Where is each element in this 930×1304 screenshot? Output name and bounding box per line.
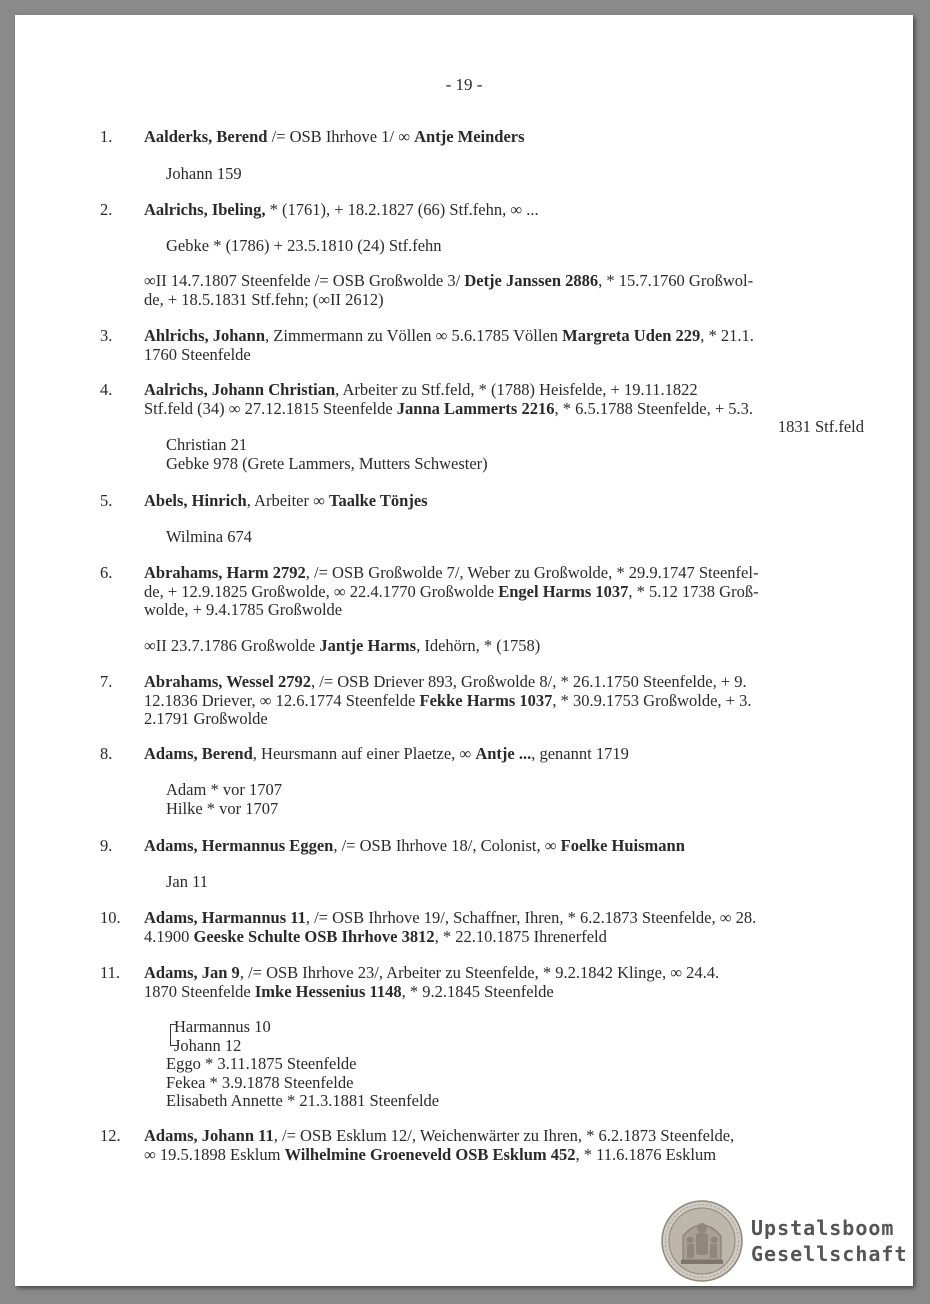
- text-line: [144, 928, 864, 947]
- text-line: [144, 1146, 864, 1165]
- name-text: Engel Harms 1037: [498, 581, 629, 601]
- detail-text: , * 5.12 1738 Groß-: [628, 581, 759, 601]
- name-text: Adams, Hermannus Eggen: [144, 836, 334, 855]
- child-name: Gebke 978 (Grete Lammers, Mutters Schwester): [166, 453, 488, 473]
- text-line: [144, 327, 864, 346]
- name-text: Fekke Harms 1037: [419, 690, 553, 710]
- entry-number: 12.: [100, 1126, 121, 1145]
- detail-text: 12.1836 Driever, ∞ 12.6.1774 Steenfelde: [144, 690, 420, 710]
- seal-logo-icon: [661, 1200, 743, 1282]
- text-line: [144, 291, 864, 310]
- entry-number: 2.: [100, 200, 113, 219]
- detail-text: , * 22.10.1875 Ihrenerfeld: [434, 926, 607, 946]
- child-name: Eggo * 3.11.1875 Steenfelde: [166, 1054, 357, 1073]
- name-text: Taalke Tönjes: [329, 491, 428, 510]
- detail-text: , * 15.7.1760 Großwol-: [598, 271, 754, 290]
- entry-text: [144, 673, 864, 729]
- detail-text: Stf.feld (34) ∞ 27.12.1815 Steenfelde: [144, 398, 397, 418]
- detail-text: , genannt 1719: [531, 744, 629, 763]
- detail-text: de, + 12.9.1825 Großwolde, ∞ 22.4.1770 Großwolde: [144, 581, 499, 601]
- entry-text: [144, 201, 864, 220]
- entry-text: [144, 564, 864, 620]
- child-list: [166, 436, 488, 473]
- entry-number: 1.: [100, 127, 113, 146]
- entry-number: 5.: [100, 491, 113, 510]
- name-text: Abrahams, Harm 2792: [144, 563, 306, 582]
- entry-text: [144, 964, 864, 1001]
- text-line: [144, 564, 864, 583]
- entry-text: [144, 492, 864, 511]
- detail-text: 1870 Steenfelde: [144, 981, 255, 1001]
- detail-text: , /= OSB Esklum 12/, Weichenwärter zu Ihren, * 6.2.1873 Steenfelde,: [273, 1126, 735, 1145]
- text-line: [144, 837, 864, 856]
- detail-text: 2.1791 Großwolde: [144, 709, 268, 728]
- child-name: Harmannus 10: [174, 1017, 271, 1036]
- name-text: Aalrichs, Ibeling,: [144, 200, 266, 219]
- detail-text: 1760 Steenfelde: [144, 344, 251, 364]
- detail-text: , /= OSB Ihrhove 23/, Arbeiter zu Steenfelde, * 9.2.1842 Klinge, ∞ 24.4.: [239, 963, 720, 982]
- text-line: [144, 601, 864, 620]
- entry-text: [144, 745, 864, 764]
- name-text: Abrahams, Wessel 2792: [144, 672, 311, 691]
- child-name: Adam * vor 1707: [166, 780, 282, 799]
- child-list: [166, 1055, 439, 1111]
- child-list: [166, 873, 208, 892]
- name-text: Aalderks, Berend: [144, 127, 268, 146]
- name-text: Antje ...: [475, 744, 532, 763]
- entry-text: [144, 837, 864, 856]
- logo-line-2: Gesellschaft: [751, 1242, 908, 1266]
- child-list: [166, 165, 242, 184]
- text-line: [144, 201, 864, 220]
- detail-text: ∞II 23.7.1786 Großwolde: [144, 636, 320, 655]
- name-text: Adams, Berend: [144, 744, 253, 763]
- detail-text: , * 6.5.1788 Steenfelde, + 5.3.: [554, 398, 754, 418]
- text-line: [144, 983, 864, 1002]
- child-name: Jan 11: [166, 872, 209, 891]
- name-text: Foelke Huismann: [560, 836, 685, 855]
- detail-text: /= OSB Ihrhove 1/ ∞: [267, 127, 415, 146]
- text-line: [144, 583, 864, 602]
- detail-text: de, + 18.5.1831 Stf.fehn; (∞II 2612): [144, 289, 384, 309]
- text-line: [144, 909, 864, 928]
- child-list: [166, 781, 282, 818]
- name-text: Adams, Harmannus 11: [144, 908, 306, 927]
- name-text: Margreta Uden 229: [562, 326, 701, 345]
- text-line: [144, 1127, 864, 1146]
- child-name: Elisabeth Annette * 21.3.1881 Steenfelde: [166, 1091, 440, 1110]
- twins-group: [166, 1018, 271, 1055]
- detail-text: , Arbeiter zu Stf.feld, * (1788) Heisfelde, + 19.11.1822: [335, 380, 698, 399]
- child-name: Wilmina 674: [166, 527, 252, 546]
- child-name: Johann 12: [174, 1035, 242, 1055]
- child-name: Johann 159: [166, 164, 242, 183]
- name-text: Antje Meinders: [414, 127, 525, 146]
- entry-text: [144, 272, 864, 309]
- twins-list: [166, 1018, 271, 1055]
- entry-text: [144, 128, 864, 147]
- text-line: [144, 346, 864, 365]
- text-line: [144, 128, 864, 147]
- entry-number: 6.: [100, 563, 113, 582]
- entry-number: 7.: [100, 672, 113, 691]
- entry-number: 10.: [100, 908, 121, 927]
- text-line: [144, 692, 864, 711]
- entry-text: [144, 637, 864, 656]
- text-line: [144, 637, 864, 656]
- detail-text: , Zimmermann zu Völlen ∞ 5.6.1785 Völlen: [265, 326, 563, 345]
- detail-text: , Arbeiter ∞: [246, 491, 330, 510]
- detail-text: wolde, + 9.4.1785 Großwolde: [144, 600, 343, 619]
- detail-text: , /= OSB Großwolde 7/, Weber zu Großwolde, * 29.9.1747 Steenfel-: [305, 563, 759, 582]
- child-list: [166, 237, 442, 256]
- detail-text: , /= OSB Ihrhove 19/, Schaffner, Ihren, * 6.2.1873 Steenfelde, ∞ 28.: [305, 908, 757, 927]
- detail-text: , * 30.9.1753 Großwolde, + 3.: [552, 690, 752, 710]
- document-page: [15, 15, 913, 1286]
- entry-text: [144, 909, 864, 946]
- name-text: Jantje Harms: [319, 636, 417, 655]
- detail-text: , * 9.2.1845 Steenfelde: [401, 981, 554, 1001]
- entry-text: [144, 327, 864, 364]
- text-line: [144, 492, 864, 511]
- child-name: Fekea * 3.9.1878 Steenfelde: [166, 1072, 354, 1092]
- detail-text: ∞ 19.5.1898 Esklum: [144, 1144, 285, 1164]
- detail-text: , * 11.6.1876 Esklum: [575, 1144, 717, 1164]
- detail-text: , /= OSB Driever 893, Großwolde 8/, * 26.1.1750 Steenfelde, + 9.: [311, 672, 747, 691]
- entry-text: [144, 1127, 864, 1164]
- text-line: [144, 272, 864, 291]
- detail-text: , Idehörn, * (1758): [416, 636, 541, 655]
- entry-number: 4.: [100, 380, 113, 399]
- twins-bracket: [170, 1024, 177, 1046]
- name-text: Wilhelmine Groeneveld OSB Esklum 452: [284, 1144, 576, 1164]
- entry-number: 3.: [100, 326, 113, 345]
- name-text: Janna Lammerts 2216: [396, 398, 555, 418]
- name-text: Abels, Hinrich: [144, 491, 247, 510]
- detail-text: , Heursmann auf einer Plaetze, ∞: [252, 744, 476, 763]
- detail-text: 4.1900: [144, 926, 194, 946]
- text-line: [144, 745, 864, 764]
- name-text: Imke Hessenius 1148: [254, 981, 402, 1001]
- text-line: [144, 400, 864, 419]
- name-text: Adams, Jan 9: [144, 963, 240, 982]
- entry-number: 11.: [100, 963, 121, 982]
- detail-text: , * 21.1.: [700, 326, 754, 345]
- detail-text: , /= OSB Ihrhove 18/, Colonist, ∞: [333, 836, 561, 855]
- name-text: Aalrichs, Johann Christian: [144, 380, 336, 399]
- name-text: Adams, Johann 11: [144, 1126, 274, 1145]
- entry-number: 8.: [100, 744, 113, 763]
- text-line: [144, 710, 864, 729]
- name-text: Detje Janssen 2886: [464, 271, 599, 290]
- logo-line-1: Upstalsboom: [751, 1216, 895, 1240]
- name-text: Ahlrichs, Johann: [144, 326, 266, 345]
- text-line: [144, 673, 864, 692]
- text-line: [144, 381, 864, 400]
- child-name: Christian 21: [166, 435, 248, 454]
- text-line: [144, 964, 864, 983]
- detail-text: * (1761), + 18.2.1827 (66) Stf.fehn, ∞ ...: [265, 200, 539, 219]
- child-name: Hilke * vor 1707: [166, 798, 279, 818]
- society-logo-text: [751, 1215, 908, 1267]
- child-list: [166, 528, 252, 547]
- entry-text: [144, 381, 864, 418]
- right-aligned-line: 1831 Stf.feld: [777, 417, 864, 436]
- page-number: - 19 -: [445, 75, 483, 94]
- name-text: Geeske Schulte OSB Ihrhove 3812: [193, 926, 435, 946]
- child-name: Gebke * (1786) + 23.5.1810 (24) Stf.fehn: [166, 236, 442, 255]
- entry-number: 9.: [100, 836, 113, 855]
- detail-text: ∞II 14.7.1807 Steenfelde /= OSB Großwolde 3/: [144, 271, 465, 290]
